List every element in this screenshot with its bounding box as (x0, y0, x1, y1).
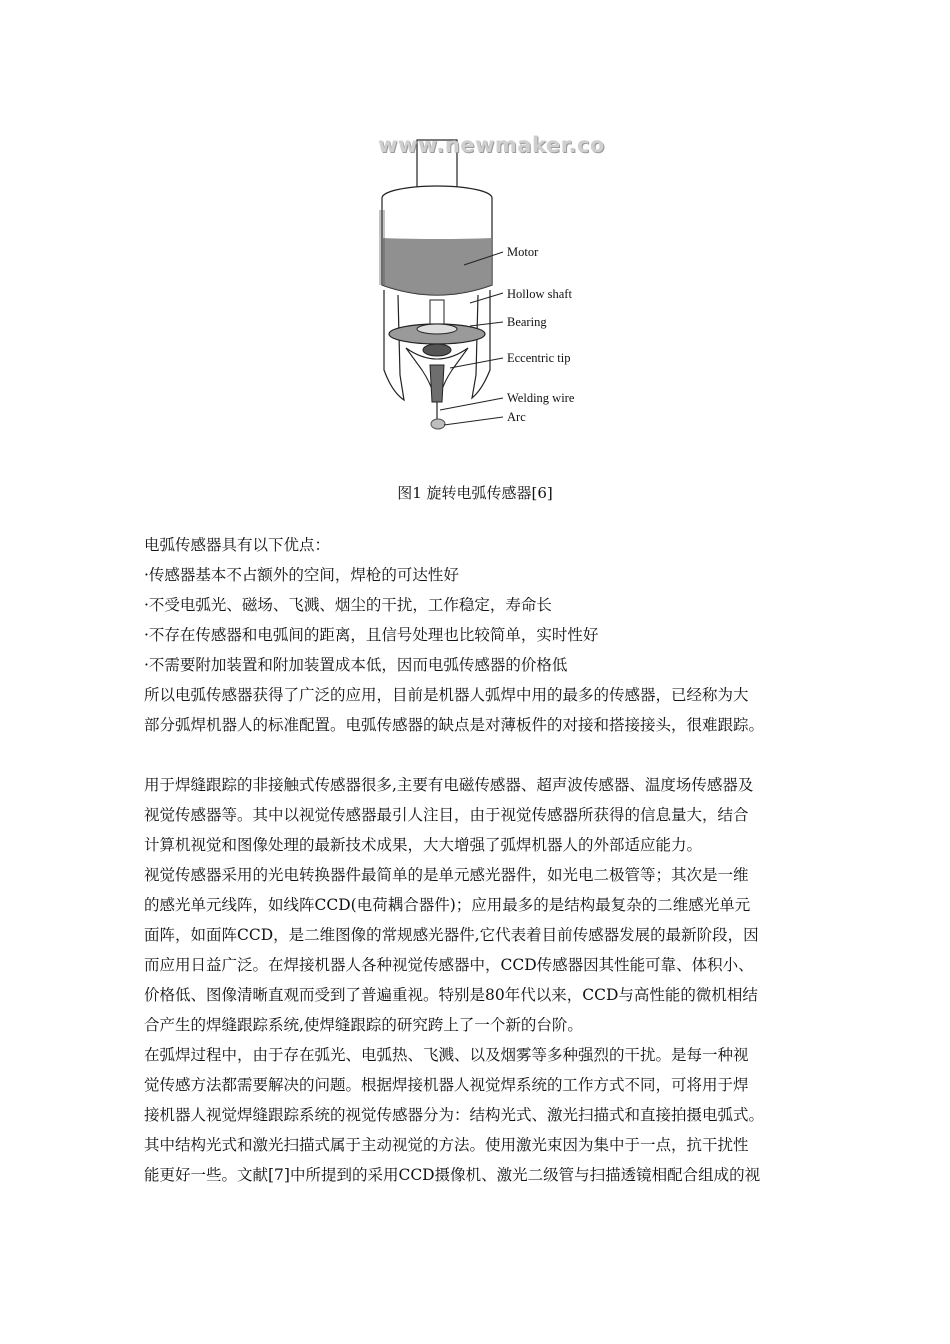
paragraph-line: 其中结构光式和激光扫描式属于主动视觉的方法。使用激光束因为集中于一点，抗干扰性 (144, 1136, 749, 1154)
paragraph-line: 而应用日益广泛。在焊接机器人各种视觉传感器中，CCD传感器因其性能可靠、体积小、 (144, 956, 754, 974)
contact-tip (430, 365, 444, 402)
paragraph-line: 价格低、图像清晰直观而受到了普遍重视。特别是80年代以来，CCD与高性能的微机相结 (144, 986, 758, 1004)
paragraph-line: 用于焊缝跟踪的非接触式传感器很多,主要有电磁传感器、超声波传感器、温度场传感器及 (144, 776, 754, 794)
paragraph-line: 合产生的焊缝跟踪系统,使焊缝跟踪的研究跨上了一个新的台阶。 (144, 1016, 583, 1034)
label-bearing: Bearing (507, 315, 547, 329)
paragraph-line: 在弧焊过程中，由于存在弧光、电弧热、飞溅、以及烟雾等多种强烈的干扰。是每一种视 (144, 1046, 749, 1064)
paragraph-line: 觉传感方法都需要解决的问题。根据焊接机器人视觉焊系统的工作方式不同，可将用于焊 (144, 1076, 749, 1094)
paragraph-line: 能更好一些。文献[7]中所提到的采用CCD摄像机、激光二级管与扫描透镜相配合组成的视 (144, 1166, 761, 1184)
label-hollow-shaft: Hollow shaft (507, 287, 572, 301)
motor-shade (382, 238, 492, 295)
paragraph-line: 视觉传感器等。其中以视觉传感器最引人注目，由于视觉传感器所获得的信息量大，结合 (144, 806, 749, 824)
watermark-text: www.newmaker.co (378, 133, 605, 157)
label-welding-wire: Welding wire (507, 391, 575, 405)
paragraph-line: 视觉传感器采用的光电转换器件最简单的是单元感光器件，如光电二极管等；其次是一维 (144, 866, 749, 884)
support-leg-left (384, 290, 404, 400)
paragraph-line: 计算机视觉和图像处理的最新技术成果，大大增强了弧焊机器人的外部适应能力。 (144, 836, 703, 854)
label-eccentric-tip: Eccentric tip (507, 351, 571, 365)
support-leg-right (472, 290, 490, 398)
label-motor: Motor (507, 245, 539, 259)
paragraph-line: 面阵，如面阵CCD，是二维图像的常规感光器件,它代表着目前传感器发展的最新阶段，因 (144, 926, 759, 944)
rotating-arc-sensor-figure (360, 120, 605, 450)
paragraph-line: 的感光单元线阵，如线阵CCD(电荷耦合器件)；应用最多的是结构最复杂的二维感光单元 (144, 896, 751, 914)
paragraph-line: 部分弧焊机器人的标准配置。电弧传感器的缺点是对薄板件的对接和搭接接头，很难跟踪。 (144, 716, 765, 734)
bullet-item: ·不存在传感器和电弧间的距离，且信号处理也比较简单，实时性好 (144, 626, 599, 644)
label-arc: Arc (507, 410, 526, 424)
paragraph-line: 所以电弧传感器获得了广泛的应用，目前是机器人弧焊中用的最多的传感器，已经称为大 (144, 686, 749, 704)
bullet-item: ·传感器基本不占额外的空间，焊枪的可达性好 (144, 566, 459, 584)
intro-line: 电弧传感器具有以下优点： (144, 536, 331, 554)
bullet-item: ·不受电弧光、磁场、飞溅、烟尘的干扰，工作稳定，寿命长 (144, 596, 552, 614)
arc (431, 419, 445, 429)
bullet-item: ·不需要附加装置和附加装置成本低，因而电弧传感器的价格低 (144, 656, 568, 674)
figure-caption: 图1 旋转电弧传感器[6] (397, 484, 553, 502)
paragraph-gap (144, 740, 816, 770)
article-body (144, 530, 816, 1190)
paragraph-line: 接机器人视觉焊缝跟踪系统的视觉传感器分为：结构光式、激光扫描式和直接拍摄电弧式。 (144, 1106, 765, 1124)
rotating-arc-sensor-diagram (360, 120, 605, 450)
